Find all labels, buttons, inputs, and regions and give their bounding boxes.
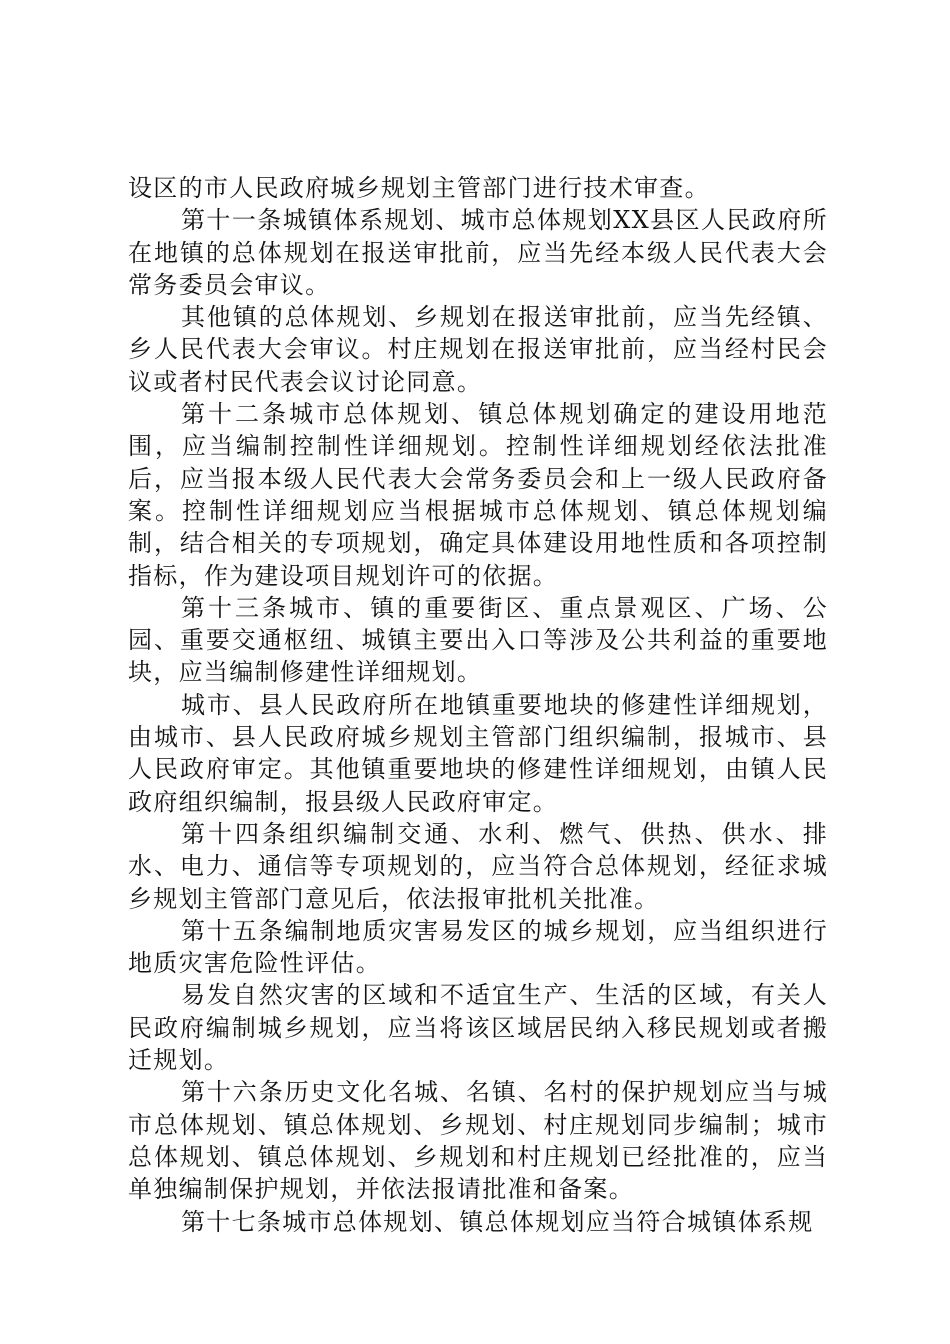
paragraph-article-16: 第十六条历史文化名城、名镇、名村的保护规划应当与城市总体规划、镇总体规划、乡规划、村庄规划同步编制；城市总体规划、镇总体规划、乡规划和村庄规划已经批准的，应当单独编制保护规划，并依法报请批准和备案。 (128, 1078, 828, 1204)
paragraph: 设区的市人民政府城乡规划主管部门进行技术审查。 (128, 174, 710, 202)
paragraph-article-13: 第十三条城市、镇的重要街区、重点景观区、广场、公园、重要交通枢纽、城镇主要出入口等涉及公共利益的重要地块，应当编制修建性详细规划。 (128, 593, 828, 687)
paragraph-article-12: 第十二条城市总体规划、镇总体规划确定的建设用地范围，应当编制控制性详细规划。控制性详细规划经依法批准后，应当报本级人民代表大会常务委员会和上一级人民政府备案。控制性详细规划应当根据城市总体规划、镇总体规划编制，结合相关的专项规划，确定具体建设用地性质和各项控制指标，作为建设项目规划许可的依据。 (128, 400, 828, 590)
paragraph: 城市、县人民政府所在地镇重要地块的修建性详细规划，由城市、县人民政府城乡规划主管部门组织编制，报城市、县人民政府审定。其他镇重要地块的修建性详细规划，由镇人民政府组织编制，报县级人民政府审定。 (128, 690, 828, 816)
paragraph: 其他镇的总体规划、乡规划在报送审批前，应当先经镇、乡人民代表大会审议。村庄规划在报送审批前，应当经村民会议或者村民代表会议讨论同意。 (128, 303, 828, 396)
paragraph-article-14: 第十四条组织编制交通、水利、燃气、供热、供水、排水、电力、通信等专项规划的，应当符合总体规划，经征求城乡规划主管部门意见后，依法报审批机关批准。 (128, 819, 828, 913)
paragraph-article-17: 第十七条城市总体规划、镇总体规划应当符合城镇体系规 (181, 1207, 814, 1236)
paragraph-article-11: 第十一条城镇体系规划、城市总体规划XX县区人民政府所在地镇的总体规划在报送审批前，应当先经本级人民代表大会常务委员会审议。 (128, 206, 828, 299)
paragraph-article-15: 第十五条编制地质灾害易发区的城乡规划，应当组织进行地质灾害危险性评估。 (128, 916, 828, 978)
document-body (128, 172, 828, 1238)
paragraph: 易发自然灾害的区域和不适宜生产、生活的区域，有关人民政府编制城乡规划，应当将该区域居民纳入移民规划或者搬迁规划。 (128, 981, 828, 1075)
